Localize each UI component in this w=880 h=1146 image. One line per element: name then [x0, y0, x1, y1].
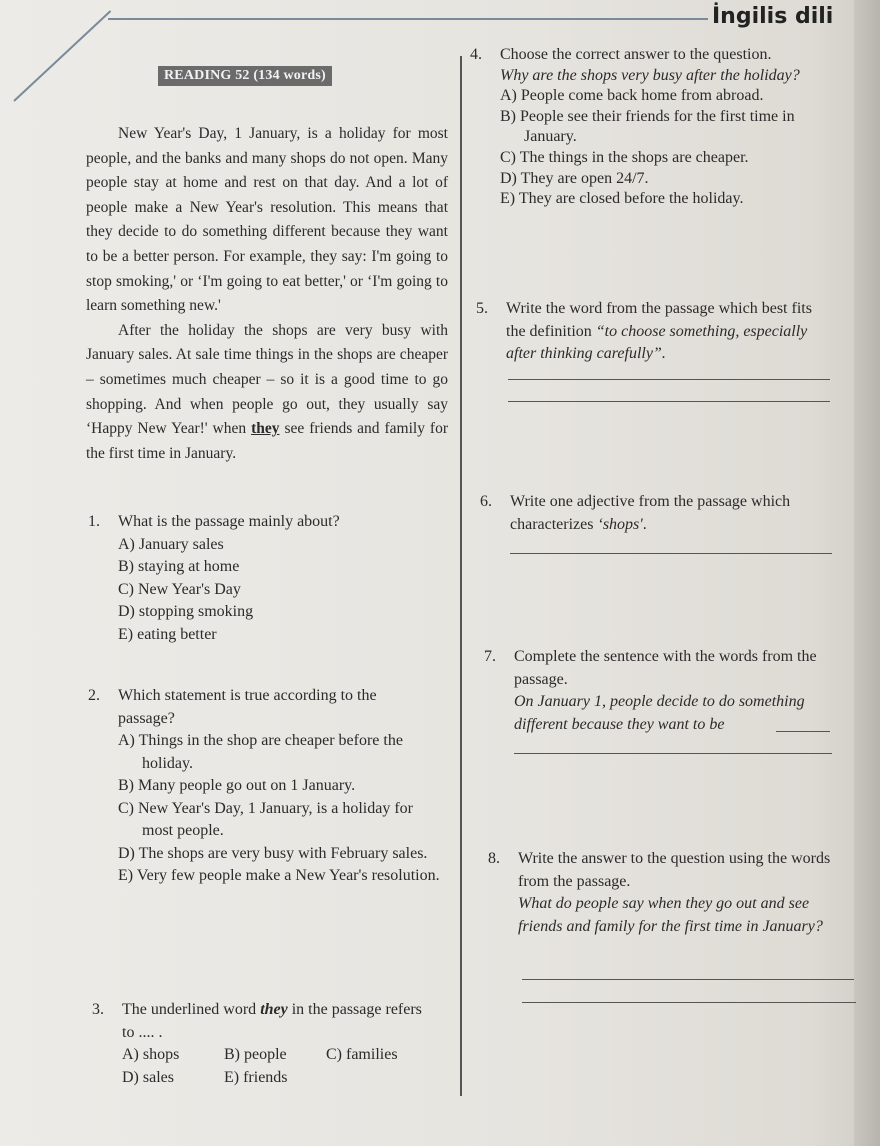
column-divider [460, 56, 462, 1096]
underlined-word: they [251, 420, 280, 438]
question-5 [476, 298, 828, 366]
question-1 [88, 511, 448, 646]
question-keyword: ‘shops' [597, 515, 643, 533]
answer-blank-7[interactable] [776, 730, 830, 732]
question-number: 4. [470, 46, 482, 63]
subject-title: İngilis dili [712, 4, 834, 29]
question-prompt: What do people say when they go out and see friends and family for the first time in January? [518, 895, 823, 935]
option-c[interactable]: C) families [326, 1046, 398, 1063]
question-text [122, 999, 422, 1044]
header-rule [108, 18, 708, 20]
question-text-a: The underlined word [122, 1001, 261, 1018]
question-6 [480, 491, 835, 536]
answer-line-7[interactable] [514, 752, 832, 754]
question-keyword: they [260, 1001, 288, 1018]
answer-line-6[interactable] [510, 552, 832, 554]
question-4 [470, 45, 825, 210]
option-b[interactable]: B) staying at home [118, 558, 240, 575]
option-d[interactable]: D) stopping smoking [118, 603, 254, 620]
answer-line-5b[interactable] [508, 400, 830, 402]
option-e[interactable]: E) friends [224, 1068, 288, 1086]
passage-p2-text-a: After the holiday the shops are very busy with January sales. At sale time things in the shops are cheaper – sometimes much cheaper – so it is a good time to go shopping. And when people go out, they usually say ‘Happy New Year!' when [86, 321, 448, 438]
question-definition: “to choose something, especially after thinking carefully”. [506, 322, 808, 362]
question-number: 8. [488, 850, 500, 867]
option-b[interactable]: B) Many people go out on 1 January. [118, 777, 356, 794]
question-sentence: On January 1, people decide to do something different because they want to be [514, 693, 805, 733]
option-b[interactable]: B) People see their friends for the first time in January. [500, 107, 795, 146]
question-3 [92, 999, 442, 1089]
question-8 [488, 848, 843, 938]
option-d[interactable]: D) sales [122, 1068, 174, 1086]
question-text: Complete the sentence with the words from the passage. [514, 648, 817, 688]
reading-passage [86, 122, 448, 466]
question-text-plain: Write the word from the passage which best fits the definition [506, 300, 812, 340]
question-text [506, 298, 828, 366]
question-number: 7. [484, 648, 496, 665]
option-b[interactable]: B) people [224, 1046, 287, 1063]
question-text-plain: Write one adjective from the passage which characterizes [510, 493, 791, 533]
question-text: What is the passage mainly about? [118, 513, 340, 530]
question-number: 3. [92, 1001, 104, 1018]
question-text: Which statement is true according to the passage? [118, 687, 377, 727]
question-text-end: . [642, 515, 647, 533]
option-c[interactable]: C) The things in the shops are cheaper. [500, 148, 749, 166]
question-7 [484, 646, 846, 736]
question-text [510, 491, 835, 536]
question-text: Write the answer to the question using the words from the passage. [518, 850, 831, 890]
option-d[interactable]: D) They are open 24/7. [500, 169, 649, 187]
question-text-b: in the passage refers to .... . [122, 1001, 422, 1041]
reading-label: READING 52 (134 words) [158, 66, 332, 86]
question-prompt: Why are the shops very busy after the holiday? [500, 66, 800, 84]
question-number: 1. [88, 513, 100, 530]
option-a[interactable]: A) Things in the shop are cheaper before the holiday. [118, 732, 403, 772]
option-c[interactable]: C) New Year's Day, 1 January, is a holiday for most people. [118, 799, 413, 839]
option-e[interactable]: E) They are closed before the holiday. [500, 190, 744, 208]
option-a[interactable]: A) People come back home from abroad. [500, 87, 764, 105]
next-page-edge [854, 0, 880, 1146]
option-e[interactable]: E) eating better [118, 625, 217, 643]
passage-p2-text-b: see friends and family for the first time in January. [86, 420, 448, 462]
question-number: 2. [88, 687, 100, 704]
answer-line-5a[interactable] [508, 378, 830, 380]
question-number: 6. [480, 493, 492, 510]
question-number: 5. [476, 300, 488, 317]
option-d[interactable]: D) The shops are very busy with February sales. [118, 844, 428, 862]
question-2 [88, 685, 443, 888]
answer-line-8b[interactable] [522, 1001, 856, 1003]
options-row-1 [122, 1044, 442, 1067]
passage-paragraph-2 [86, 319, 448, 467]
options-row-2 [122, 1067, 442, 1090]
option-e[interactable]: E) Very few people make a New Year's resolution. [118, 867, 440, 884]
option-a[interactable]: A) shops [122, 1046, 180, 1063]
passage-paragraph-1: New Year's Day, 1 January, is a holiday for most people, and the banks and many shops do not open. Many people stay at home and rest on that day. And a lot of people make a New Year's resolution. This means that they decide to do something different because they want to be a better person. For example, they say: I'm going to stop smoking,' or ‘I'm going to eat better,' or ‘I'm going to learn something new.' [86, 125, 448, 315]
answer-line-8a[interactable] [522, 978, 854, 980]
option-a[interactable]: A) January sales [118, 535, 224, 553]
option-c[interactable]: C) New Year's Day [118, 580, 241, 598]
question-text: Choose the correct answer to the question. [500, 46, 772, 63]
